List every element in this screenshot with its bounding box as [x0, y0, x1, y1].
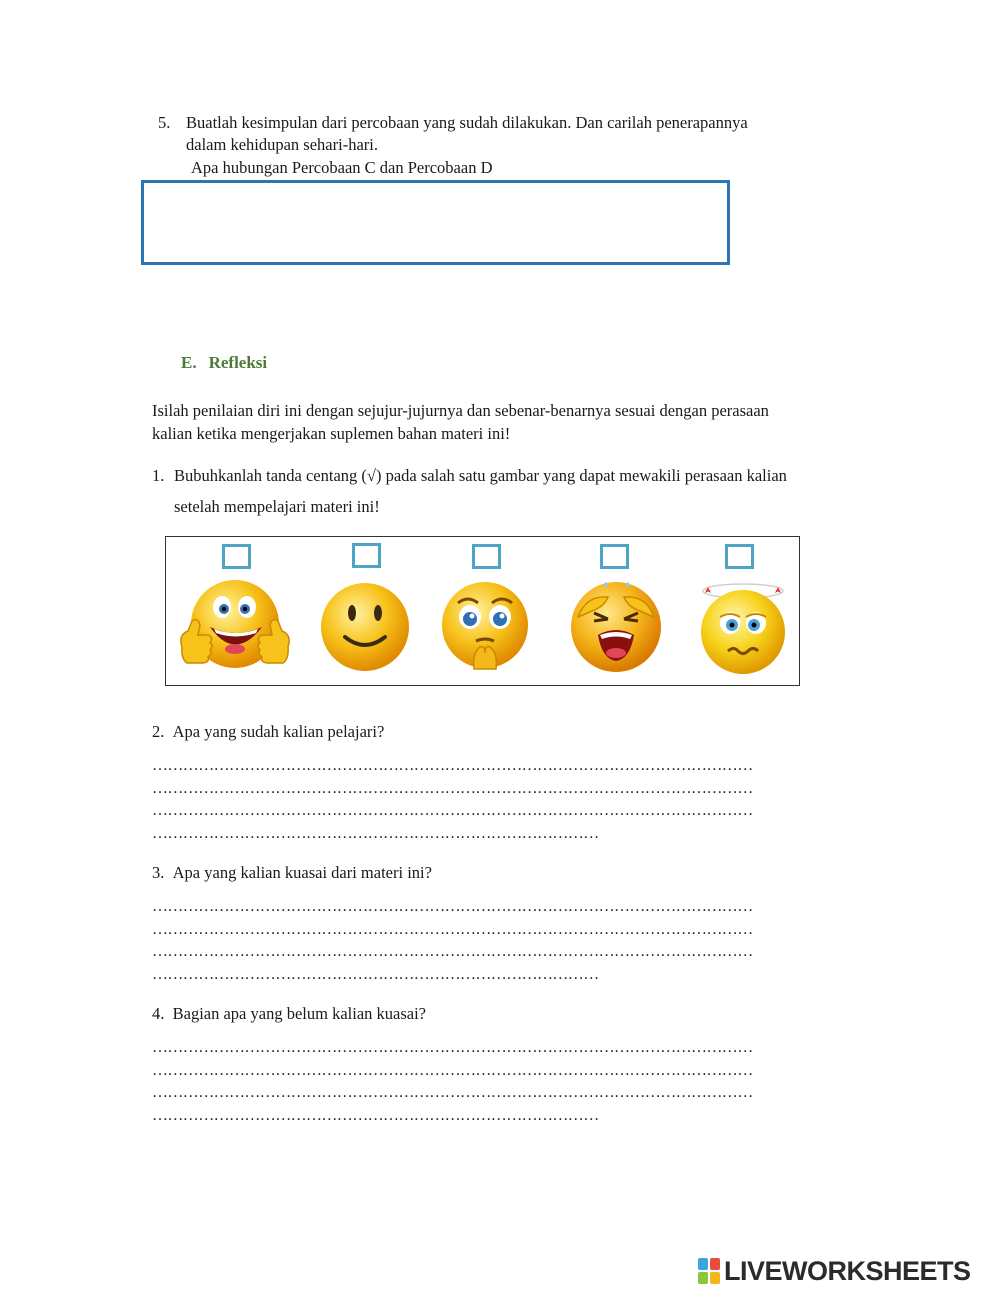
question-3	[152, 862, 432, 884]
question-5-text-line-1: Buatlah kesimpulan dari percobaan yang sudah dilakukan. Dan carilah penerapannya	[186, 113, 748, 132]
question-5-text-line-2: dalam kehidupan sehari-hari.	[186, 135, 378, 154]
question-1-number: 1.	[152, 466, 165, 485]
question-3-answer-line-3[interactable]: ………………………………………………………………………………………………………	[152, 943, 753, 960]
pleading-emoji[interactable]	[438, 581, 532, 673]
emoji-checkbox-1[interactable]	[222, 544, 251, 569]
question-4-number: 4.	[152, 1004, 165, 1023]
emoji-choice-panel	[165, 536, 800, 686]
liveworksheets-logo-icon	[698, 1258, 722, 1284]
intro-line-2: kalian ketika mengerjakan suplemen bahan materi ini!	[152, 424, 511, 443]
question-4	[152, 1003, 426, 1025]
smiling-emoji[interactable]	[319, 581, 411, 673]
emoji-checkbox-4[interactable]	[600, 544, 629, 569]
question-2-answer-line-2[interactable]: ………………………………………………………………………………………………………	[152, 780, 753, 797]
question-2-answer-line-4[interactable]: ……………………………………………………………………………	[152, 825, 599, 842]
emoji-checkbox-5[interactable]	[725, 544, 754, 569]
emoji-checkbox-2[interactable]	[352, 543, 381, 568]
question-2-answer-line-1[interactable]: ………………………………………………………………………………………………………	[152, 757, 753, 774]
question-2-text: Apa yang sudah kalian pelajari?	[172, 722, 385, 741]
question-5-subquestion: Apa hubungan Percobaan C dan Percobaan D	[191, 158, 493, 177]
question-4-answer-line-3[interactable]: ………………………………………………………………………………………………………	[152, 1084, 753, 1101]
question-3-answer-line-1[interactable]: ………………………………………………………………………………………………………	[152, 898, 753, 915]
section-title: Refleksi	[208, 353, 268, 372]
section-letter: E.	[181, 353, 197, 372]
brand-name: LIVEWORKSHEETS	[724, 1255, 971, 1286]
question-4-answer-line-4[interactable]: ……………………………………………………………………………	[152, 1107, 599, 1124]
question-4-answer-line-2[interactable]: ………………………………………………………………………………………………………	[152, 1062, 753, 1079]
question-2-answer-line-3[interactable]: ………………………………………………………………………………………………………	[152, 802, 753, 819]
question-3-text: Apa yang kalian kuasai dari materi ini?	[172, 863, 432, 882]
dizzy-confused-emoji[interactable]	[694, 577, 792, 675]
question-3-answer-line-2[interactable]: ………………………………………………………………………………………………………	[152, 921, 753, 938]
question-5-answer-box[interactable]	[141, 180, 730, 265]
brand-logo	[698, 1256, 971, 1286]
question-3-answer-line-4[interactable]: ……………………………………………………………………………	[152, 966, 599, 983]
thumbs-up-laughing-emoji[interactable]	[172, 577, 298, 673]
question-5-number: 5.	[158, 113, 171, 132]
question-3-number: 3.	[152, 863, 165, 882]
question-4-text: Bagian apa yang belum kalian kuasai?	[172, 1004, 426, 1023]
question-1-text-line-1: Bubuhkanlah tanda centang (√) pada salah satu gambar yang dapat mewakili perasaan kalian	[174, 466, 787, 485]
question-2-number: 2.	[152, 722, 165, 741]
question-2	[152, 721, 384, 743]
question-4-answer-line-1[interactable]: ………………………………………………………………………………………………………	[152, 1039, 753, 1056]
crying-emoji[interactable]	[564, 577, 668, 673]
section-heading	[181, 353, 267, 373]
question-1-text-line-2: setelah mempelajari materi ini!	[174, 497, 380, 516]
emoji-checkbox-3[interactable]	[472, 544, 501, 569]
intro-line-1: Isilah penilaian diri ini dengan sejujur-jujurnya dan sebenar-benarnya sesuai dengan perasaan	[152, 401, 769, 420]
